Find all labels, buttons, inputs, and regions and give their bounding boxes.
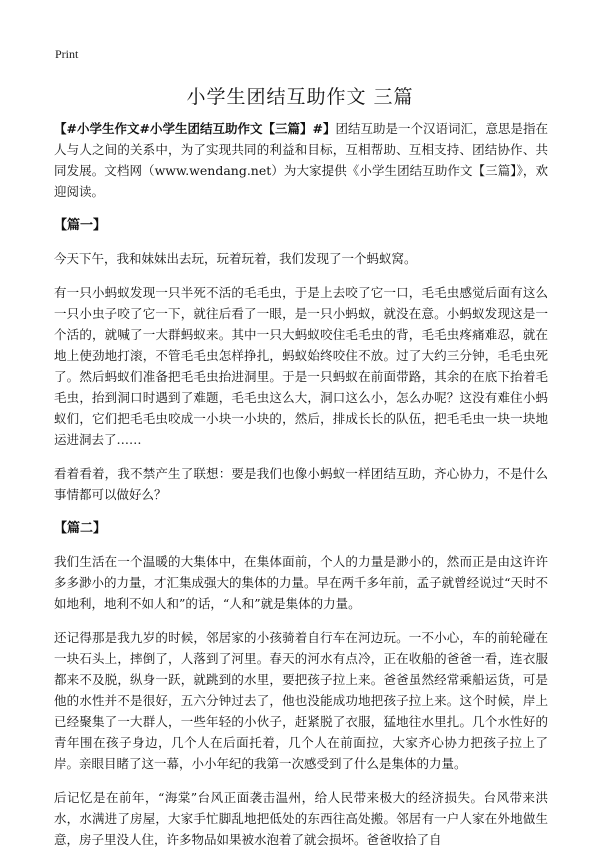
section-2-paragraph-1: 我们生活在一个温暖的大集体中，在集体面前，个人的力量是渺小的，然而正是由这许许多多渺小的力量，才汇集成强大的集体的力量。早在两千多年前，孟子就曾经说过“天时不如地利，地利不如人和”的话，“人和”就是集体的力量。	[54, 554, 548, 611]
section-heading-2: 【篇二】	[54, 521, 107, 536]
section-heading-1: 【篇一】	[54, 218, 107, 233]
print-link[interactable]: Print	[55, 47, 79, 61]
document-body	[54, 118, 548, 863]
section-1-paragraph-3: 看着看着，我不禁产生了联想：要是我们也像小蚂蚁一样团结互助，齐心协力，不是什么事情都可以做好么？	[54, 466, 548, 502]
section-2-paragraph-2: 还记得那是我九岁的时候，邻居家的小孩骑着自行车在河边玩。一不小心，车的前轮碰在一块石头上，摔倒了，人落到了河里。春天的河水有点冷，正在收船的爸爸一看，连衣服都来不及脱，纵身一跃，就跳到的水里，要把孩子拉上来。爸爸虽然经常乘船运货，可是他的水性并不是很好，五六分钟过去了，他也没能成功地把孩子拉上来。这个时候，岸上已经聚集了一大群人，一些年轻的小伙子，赶紧脱了衣服，猛地往水里扎。几个水性好的青年围在孩子身边，几个人在后面托着，几个人在前面拉，大家齐心协力把孩子拉上了岸。亲眼目睹了这一幕，小小年纪的我第一次感受到了什么是集体的力量。	[54, 630, 548, 771]
section-2-paragraph-3: 后记忆是在前年，“海棠”台风正面袭击温州，给人民带来极大的经济损失。台风带来洪水，水满进了房屋，大家手忙脚乱地把低处的东西往高处搬。邻居有一户人家在外地做生意，房子里没人住，许多物品如果被水泡着了就会损坏。爸爸收拾了自	[54, 790, 548, 847]
section-1-paragraph-1: 今天下午，我和妹妹出去玩，玩着玩着，我们发现了一个蚂蚁窝。	[54, 251, 417, 266]
page-title: 小学生团结互助作文 三篇	[186, 86, 414, 108]
intro-paragraph	[54, 118, 548, 202]
section-1-paragraph-2: 有一只小蚂蚁发现一只半死不活的毛毛虫，于是上去咬了它一口，毛毛虫感觉后面有这么一只小虫子咬了它一下，就往后看了一眼，是一只小蚂蚁，就没在意。小蚂蚁发现这是一个活的，就喊了一大群蚂蚁来。其中一只大蚂蚁咬住毛毛虫的背，毛毛虫疼痛难忍，就在地上使劲地打滚，不管毛毛虫怎样挣扎，蚂蚁始终咬住不放。过了大约三分钟，毛毛虫死了。然后蚂蚁们准备把毛毛虫抬进洞里。于是一只蚂蚁在前面带路，其余的在底下抬着毛毛虫，抬到洞口时遇到了难题，毛毛虫这么大，洞口这么小，怎么办呢？这没有难住小蚂蚁们，它们把毛毛虫咬成一小块一小块的，然后，排成长长的队伍，把毛毛虫一块一块地运进洞去了……	[54, 285, 548, 447]
intro-text: 团结互助是一个汉语词汇，意思是指在人与人之间的关系中，为了实现共同的利益和目标，互相帮助、互相支持、团结协作、共同发展。文档网（www.wendang.net）为大家提供《小学生团结互助作文【三篇】》，欢迎阅读。	[54, 121, 548, 199]
intro-lead: 【#小学生作文#小学生团结互助作文【三篇】#】	[54, 121, 336, 136]
